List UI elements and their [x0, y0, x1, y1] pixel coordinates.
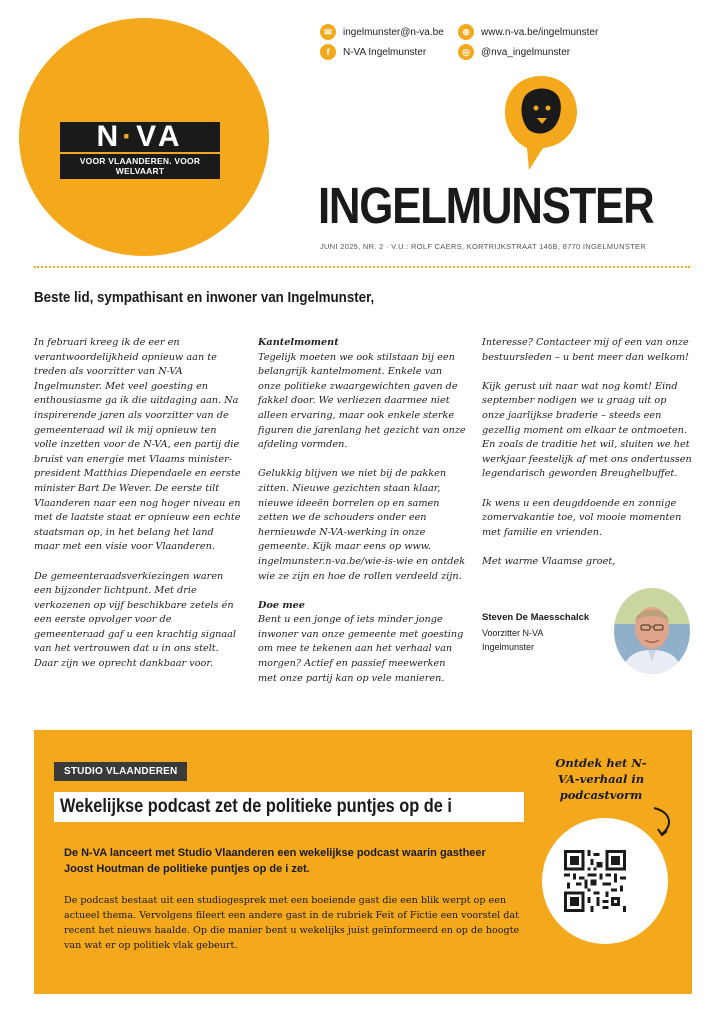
- contact-email-text[interactable]: ingelmunster@n-va.be: [343, 26, 444, 38]
- letter-paragraph: In februari kreeg ik de eer en verantwoordelijkheid opnieuw aan te treden als voorzitter van N-VA Ingelmunster. Met veel goesting en enthousiasme ga ik die uitdaging aan. Na inspirerende jaren als voorzitter van de gemeenteraad wil ik mij opnieuw ten volle inzetten voor de N-VA, een partij die bruist van energie met Vlaams minister-president Matthias Diependaele en eerste minister Bart De Wever. De eerste tilt Vlaanderen naar een nog hoger niveau en met de laatste staat er opnieuw een echte staatsman op, in het belang het land maar met een visie voor Vlaanderen.: [34, 337, 241, 553]
- publication-meta: JUNI 2025, NR. 2 · V.U.: ROLF CAERS, KORTRIJKSTRAAT 146B, 8770 INGELMUNSTER: [320, 242, 647, 251]
- globe-icon: ⊕: [458, 24, 474, 40]
- letter-paragraph: De gemeenteraadsverkiezingen waren een bijzonder lichtpunt. Met drie verkozenen op vijf beschikbare zetels én een eerste opvolger voor de gemeenteraad gaf u een krachtig signaal van het vertrouwen dat u in ons stelt. Daar zijn we oprecht dankbaar voor.: [34, 570, 237, 670]
- portrait-photo: [614, 588, 690, 674]
- contact-facebook-text[interactable]: N-VA Ingelmunster: [343, 46, 427, 58]
- contact-email[interactable]: [320, 24, 444, 40]
- letter-column-1: [34, 336, 242, 686]
- section-heading: Doe mee: [258, 599, 305, 611]
- section-tag: STUDIO VLAANDEREN: [54, 762, 187, 781]
- contact-instagram-text[interactable]: @nva_ingelmunster: [481, 46, 571, 58]
- signature-role: Voorzitter N-VA Ingelmunster: [482, 628, 543, 652]
- instagram-icon: ◎: [458, 44, 474, 60]
- nva-logo: [60, 122, 220, 179]
- logo-tagline: VOOR VLAANDEREN. VOOR WELVAART: [60, 154, 220, 179]
- letter-greeting: Beste lid, sympathisant en inwoner van Ingelmunster,: [34, 290, 375, 306]
- contact-instagram[interactable]: [458, 44, 570, 60]
- letter-paragraph: Gelukkig blijven we niet bij de pakken zitten. Nieuwe gezichten staan klaar, nieuwe ideeën borrelen op en samen zetten we de schouders onder een hernieuwde N-VA-werking in onze gemeente. Kijk maar eens op www. ingelmunster.n-va.be/wie-is-wie en ontdek wie ze zijn en hoe de rollen verdeeld zijn.: [258, 468, 466, 582]
- contact-facebook[interactable]: [320, 44, 426, 60]
- qr-code[interactable]: [564, 850, 626, 912]
- podcast-headline-text: Wekelijkse podcast zet de politieke puntjes op de i: [60, 796, 452, 817]
- signature-name: Steven De Maesschalck: [482, 612, 590, 623]
- letter-column-2: [258, 336, 466, 701]
- discover-callout: Ontdek het N-VA-verhaal in podcastvorm: [555, 756, 647, 802]
- letter-paragraph: Tegelijk moeten we ook stilstaan bij een belangrijk kantelmoment. Enkele van onze politieke zwaargewichten gaven de fakkel door. We verliezen daarmee niet alleen ervaring, maar ook enkele sterke figuren die jarenlang het gezicht van onze afdeling vormden.: [258, 351, 466, 451]
- letter-paragraph: Interesse? Contacteer mij of een van onze bestuursleden – u bent meer dan welkom!: [482, 337, 689, 363]
- letter-paragraph: Kijk gerust uit naar wat nog komt! Eind september nodigen we u graag uit op onze jaarlijkse braderie – steeds een gezellig moment om elkaar te ontmoeten. En zoals de traditie het wil, sluiten we het werkjaar feestelijk af met ons ondertussen legendarisch geworden Breughelbuffet.: [482, 380, 692, 480]
- letter-paragraph: Ik wens u een deugddoende en zonnige zomervakantie toe, vol mooie momenten met familie en vrienden.: [482, 497, 682, 538]
- dotted-divider: [34, 266, 690, 268]
- contact-website[interactable]: [458, 24, 598, 40]
- podcast-headline: [54, 792, 524, 822]
- facebook-icon: f: [320, 44, 336, 60]
- lion-icon: [503, 74, 579, 172]
- email-icon: ✉: [320, 24, 336, 40]
- curved-arrow-icon: [650, 806, 676, 838]
- podcast-body: De podcast bestaat uit een studiogesprek met een boeiende gast die een blik werpt op een actueel thema. Vervolgens fileert een andere gast in de rubriek Feit of Fictie een voorstel dat recent het nieuws haalde. Op die manier bent u wekelijks juist geïnformeerd en op de hoogte van wat er op politiek vlak gebeurt.: [64, 895, 520, 951]
- letter-paragraph: Met warme Vlaamse groet,: [482, 555, 616, 567]
- letter-column-3: [482, 336, 692, 584]
- contact-website-text[interactable]: www.n-va.be/ingelmunster: [481, 26, 599, 38]
- letter-paragraph: Bent u een jonge of iets minder jonge inwoner van onze gemeente met goesting om mee te tekenen aan het verhaal van morgen? Actief en passief meewerken met onze partij kan op vele manieren.: [258, 614, 464, 684]
- section-heading: Kantelmoment: [258, 337, 339, 348]
- logo-wordmark: N · VA: [60, 122, 220, 152]
- podcast-lead: De N-VA lanceert met Studio Vlaanderen een wekelijkse podcast waarin gastheer Joost Houtman de politieke puntjes op de i zet.: [64, 847, 486, 875]
- page-title: INGELMUNSTER: [318, 177, 654, 234]
